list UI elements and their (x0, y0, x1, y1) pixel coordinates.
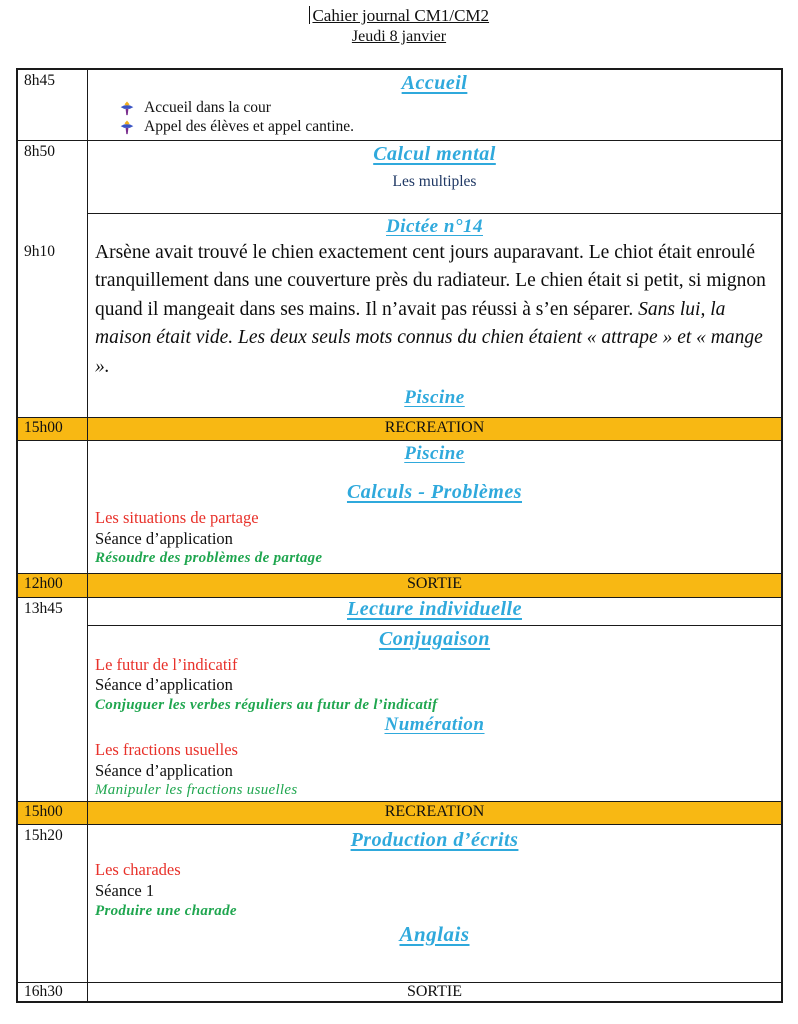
section-heading-conjugaison: Conjugaison (378, 627, 491, 650)
bullet-text: Appel des élèves et appel cantine. (144, 118, 355, 135)
row-sortie-2 (18, 983, 781, 1001)
text-cursor (309, 6, 311, 24)
time-label: 8h45 (24, 72, 55, 89)
subsection-dictee (88, 214, 781, 417)
objective-label: Résoudre des problèmes de partage (95, 550, 323, 567)
time-cell (18, 141, 88, 417)
topic-label: Le futur de l’indicatif (95, 654, 238, 674)
time-label: 8h50 (24, 142, 55, 160)
time-cell (18, 70, 88, 140)
objective-label: Produire une charade (95, 902, 237, 919)
section-heading-numeration: Numération (384, 714, 485, 736)
arrow-dart-bullet-icon (120, 101, 134, 116)
banner-label: SORTIE (406, 574, 463, 592)
row-afternoon-block (18, 598, 781, 803)
section-heading-piscine: Piscine (404, 387, 465, 409)
page-date: Jeudi 8 janvier (351, 28, 447, 45)
time-label: 13h45 (24, 599, 63, 617)
section-heading-anglais: Anglais (399, 921, 470, 946)
dictation-text (88, 238, 781, 381)
content-cell (88, 141, 781, 417)
page-title (0, 6, 798, 26)
document-header (0, 6, 798, 46)
time-cell (18, 574, 88, 597)
content-cell (88, 598, 781, 802)
section-heading-accueil: Accueil (401, 72, 468, 94)
banner-label: SORTIE (406, 983, 463, 1000)
subsection-conjugaison-numeration (88, 626, 781, 802)
topic-label: Les fractions usuelles (95, 740, 238, 760)
list-item (120, 99, 781, 117)
subsection-calcul-mental (88, 141, 781, 214)
section-heading-calcul-mental: Calcul mental (373, 142, 496, 165)
dictation-text-italic: Sans lui, la maison était vide. Les deux seuls mots connus du chien étaient « attrape » et « mange ». (95, 298, 763, 377)
row-recreation-2 (18, 802, 781, 825)
time-cell (18, 825, 88, 982)
time-cell (18, 418, 88, 440)
journal-table (16, 68, 783, 1003)
time-cell (18, 598, 88, 802)
row-accueil (18, 70, 781, 141)
bullet-list (120, 99, 781, 136)
lesson-title: Les multiples (392, 172, 477, 190)
time-label: 9h10 (24, 242, 55, 260)
time-label: 15h00 (24, 803, 63, 821)
content-cell (88, 825, 781, 982)
section-heading-lecture: Lecture individuelle (347, 597, 522, 620)
section-heading-calculs-problemes: Calculs - Problèmes (346, 481, 523, 504)
time-label: 15h00 (24, 419, 63, 437)
arrow-dart-bullet-icon (120, 120, 134, 135)
content-cell (88, 70, 781, 140)
list-item (120, 118, 781, 136)
time-label: 16h30 (24, 983, 63, 1000)
content-cell (88, 441, 781, 573)
seance-label: Séance d’application (95, 760, 233, 780)
section-heading-piscine-2: Piscine (404, 443, 465, 465)
page-title-text: Cahier journal CM1/CM2 (312, 6, 490, 25)
time-cell (18, 441, 88, 573)
time-cell (18, 983, 88, 1001)
section-heading-dictee: Dictée n°14 (386, 215, 483, 237)
dictation-text-normal: Arsène avait trouvé le chien exactement cent jours auparavant. Le chiot était enroulé tranquillement dans une couverture près du radiateur. Le chien était si petit, si mignon quand il mangeait dans ses mains. Il n’avait pas réussi à s’en séparer. (95, 241, 766, 320)
row-piscine-calculs (18, 441, 781, 574)
topic-label: Les charades (95, 860, 181, 880)
subsection-lecture (88, 598, 781, 626)
time-label: 15h20 (24, 827, 63, 845)
objective-label: Conjuguer les verbes réguliers au futur de l’indicatif (95, 697, 438, 714)
seance-label: Séance 1 (95, 880, 155, 900)
objective-label: Manipuler les fractions usuelles (95, 782, 298, 799)
row-production-anglais (18, 825, 781, 983)
time-cell (18, 802, 88, 824)
row-recreation-1 (18, 418, 781, 441)
time-label: 12h00 (24, 574, 63, 592)
section-heading-production-ecrits: Production d’écrits (350, 829, 519, 852)
banner-label: RECREATION (384, 803, 485, 821)
topic-label: Les situations de partage (95, 508, 259, 528)
banner-label: RECREATION (384, 419, 485, 437)
row-sortie-1 (18, 574, 781, 598)
seance-label: Séance d’application (95, 675, 233, 695)
row-morning-block (18, 141, 781, 418)
bullet-text: Accueil dans la cour (144, 99, 271, 116)
seance-label: Séance d’application (95, 528, 233, 548)
